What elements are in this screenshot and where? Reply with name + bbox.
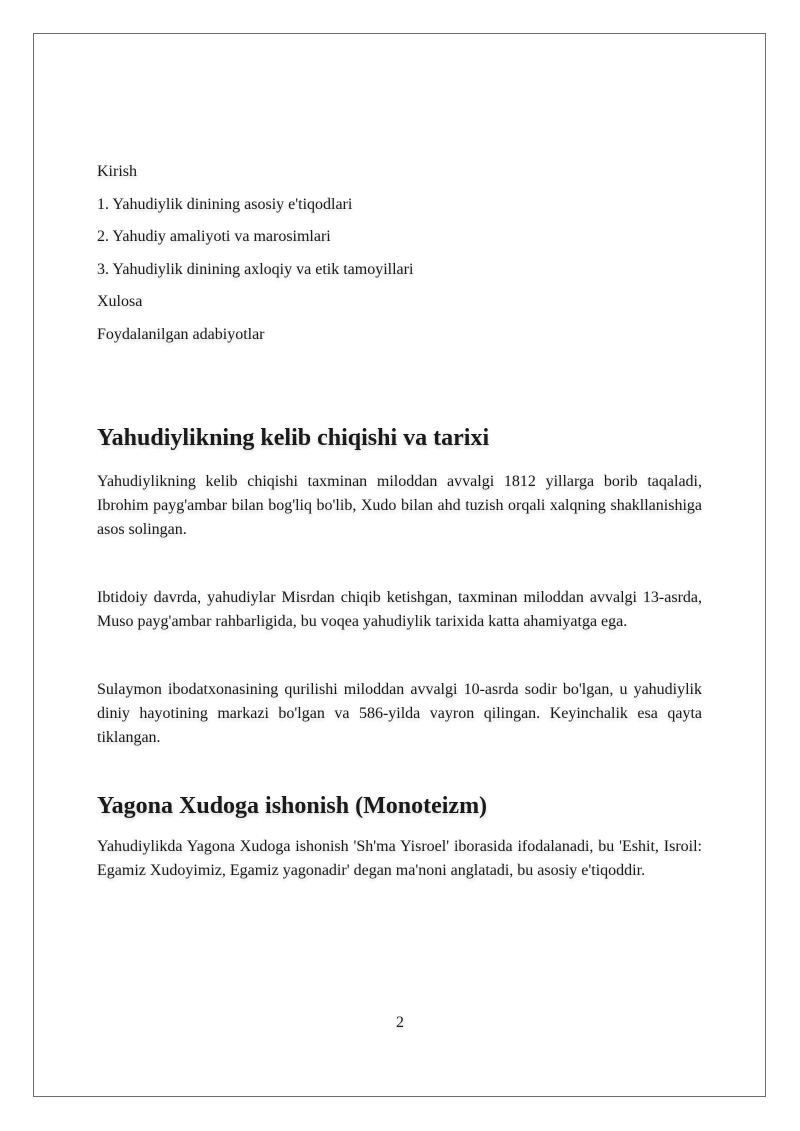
toc-item-conclusion: Xulosa (97, 293, 143, 310)
document-body (97, 160, 702, 883)
toc-item-3: 3. Yahudiylik dinining axloqiy va etik tamoyillari (97, 260, 414, 278)
paragraph-exodus: Ibtidoiy davrda, yahudiylar Misrdan chiqib ketishgan, taxminan miloddan avvalgi 13-asrda, Muso payg'ambar rahbarligida, bu voqea yahudiylik tarixida katta ahamiyatga ega. (97, 589, 702, 630)
paragraph-shema: Yahudiylikda Yagona Xudoga ishonish 'Sh'ma Yisroel' iborasida ifodalanadi, bu 'Eshit, Isroil: Egamiz Xudoyimiz, Egamiz yagonadir' degan ma'noni anglatadi, bu asosiy e'tiqoddir. (97, 838, 702, 879)
paragraph-origin: Yahudiylikning kelib chiqishi taxminan miloddan avvalgi 1812 yillarga borib taqaladi, Ibrohim payg'ambar bilan bog'liq bo'lib, Xudo bilan ahd tuzish orqali xalqning shakllanishiga asos solingan. (97, 473, 702, 538)
paragraph-temple: Sulaymon ibodatxonasining qurilishi miloddan avvalgi 10-asrda sodir bo'lgan, u yahudiylik diniy hayotining markazi bo'lgan va 586-yilda vayron qilingan. Keyinchalik esa qayta tiklangan. (97, 681, 702, 746)
section-heading-monotheism: Yagona Xudoga ishonish (Monoteizm) (97, 793, 488, 819)
table-of-contents (97, 160, 702, 355)
section-heading-history: Yahudiylikning kelib chiqishi va tarixi (97, 425, 490, 451)
page-number: 2 (396, 1014, 404, 1031)
toc-item-2: 2. Yahudiy amaliyoti va marosimlari (97, 228, 331, 245)
toc-item-intro: Kirish (97, 163, 137, 180)
toc-item-1: 1. Yahudiylik dinining asosiy e'tiqodlari (97, 195, 353, 213)
toc-item-references: Foydalanilgan adabiyotlar (97, 325, 265, 343)
